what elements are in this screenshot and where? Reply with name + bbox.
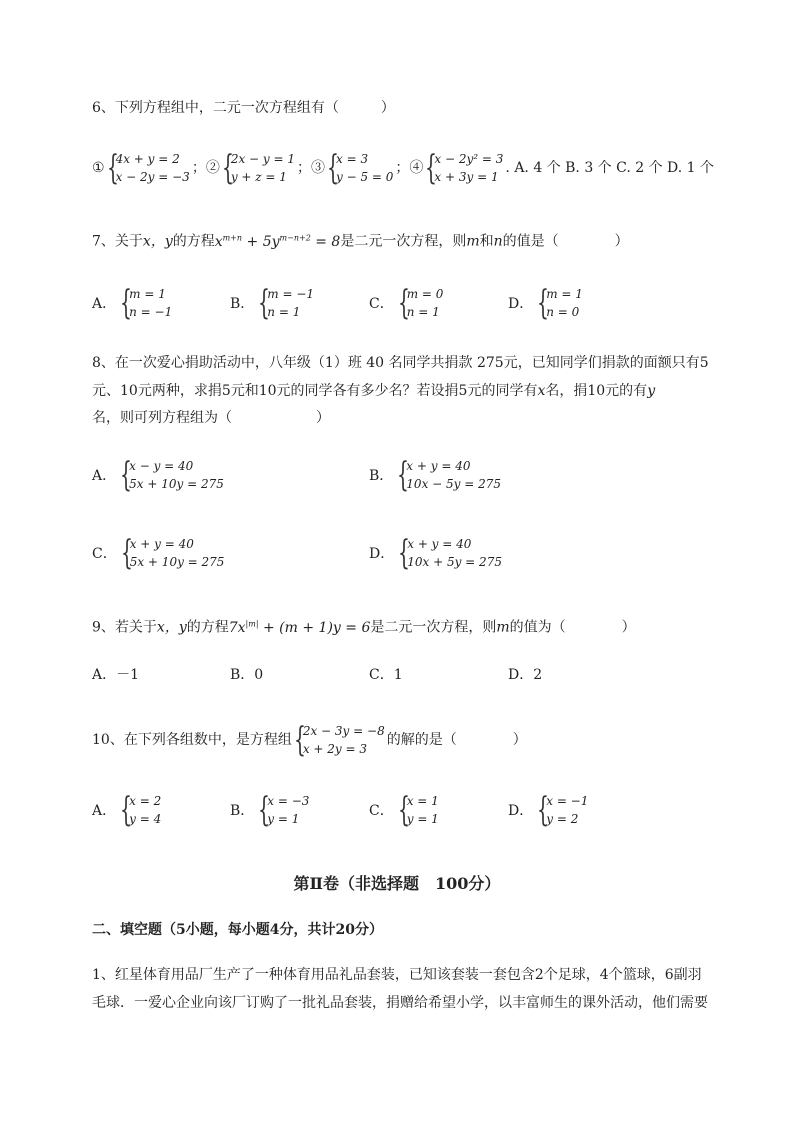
- q9-option-d: D．2: [508, 667, 543, 683]
- q6-stem: 6、下列方程组中，二元一次方程组有（ ）: [92, 100, 395, 116]
- q7-option-d: D． { m = 1 n = 0: [508, 283, 583, 323]
- q10-option-d: D． { x = −1 y = 2: [508, 790, 589, 830]
- q9-option-c: C．1: [369, 667, 403, 683]
- q6-mark-3: ③: [311, 160, 325, 176]
- q6-mark-4: ④: [409, 160, 424, 176]
- fill-q1-line-1: 1、红星体育用品厂生产了一种体育用品礼品套装，已知该套装一套包含2个足球，4个篮球，6副羽: [92, 967, 702, 983]
- q10-option-c: C． { x = 1 y = 1: [369, 790, 439, 830]
- q6-mark-2: ②: [205, 160, 220, 176]
- q10-stem: 10、在下列各组数中，是方程组 { 2x − 3y = −8 x + 2y = 3 的解的是（ ）: [92, 720, 527, 760]
- q8-line-2: 元、10元两种，求捐5元和10元的同学各有多少名？若设捐5元的同学有x名，捐10元的有y: [92, 383, 656, 399]
- q6-system-2: { 2x − y = 1 y + z = 1: [221, 148, 295, 188]
- q6-system-3: { x = 3 y − 5 = 0: [327, 148, 394, 188]
- q10-option-a: A． { x = 2 y = 4: [92, 790, 162, 830]
- q8-line-1: 8、在一次爱心捐助活动中，八年级（1）班 40 名同学共捐款 275元，已知同学们捐款的面额只有5: [92, 355, 709, 371]
- q8-option-c: C． { x + y = 40 5x + 10y = 275: [92, 533, 225, 573]
- q6-system-1: { 4x + y = 2 x − 2y = −3: [106, 148, 190, 188]
- q6-answer-choices: . A. 4 个 B. 3 个 C. 2 个 D. 1 个: [505, 160, 715, 176]
- q7-option-a: A． { m = 1 n = −1: [92, 283, 173, 323]
- q6-mark-1: ①: [92, 160, 105, 176]
- q7-option-c: C． { m = 0 n = 1: [369, 283, 444, 323]
- q8-option-b: B． { x + y = 40 10x − 5y = 275: [369, 455, 502, 495]
- q7-equation: $x^{m+n} + 5y^{m-n+2} = 8$: [214, 233, 341, 250]
- section-2-heading: 二、填空题（5小题，每小题4分，共计20分）: [92, 922, 383, 938]
- q6-system-4: { x − 2y² = 3 x + 3y = 1: [425, 148, 504, 188]
- q7-stem: 7、关于x，y的方程$x^{m+n} + 5y^{m-n+2} = 8$是二元一次方程，则m和n的值是（ ）: [92, 233, 629, 250]
- q6-options-line: ① { 4x + y = 2 x − 2y = −3 ；② { 2x − y = 1 y + z = 1 ；③ { x = 3 y − 5 = 0 ；④ { x − 2y² = 3 x + 3y = 1 . A. 4 个 B. 3 个 C. 2 个 D. 1 个: [92, 148, 715, 188]
- q8-option-d: D． { x + y = 40 10x + 5y = 275: [369, 533, 502, 573]
- part-ii-title: 第Ⅱ卷（非选择题 100分）: [293, 874, 501, 893]
- q9-stem: 9、若关于x，y的方程$7x^{|m|} + (m + 1)y = 6$是二元一次方程，则m的值为（ ）: [92, 619, 636, 636]
- q7-option-b: B． { m = −1 n = 1: [230, 283, 315, 323]
- q10-system: { 2x − 3y = −8 x + 2y = 3: [293, 720, 385, 760]
- q8-line-3: 名，则可列方程组为（ ）: [92, 410, 330, 426]
- fill-q1-line-2: 毛球．一爱心企业向该厂订购了一批礼品套装，捐赠给希望小学，以丰富师生的课外活动，他们需要: [92, 995, 708, 1011]
- q9-equation: $7x^{|m|} + (m + 1)y = 6$: [228, 619, 371, 636]
- q9-option-a: A．－1: [92, 667, 140, 683]
- q8-option-a: A． { x − y = 40 5x + 10y = 275: [92, 455, 224, 495]
- q9-option-b: B．0: [230, 667, 264, 683]
- q10-option-b: B． { x = −3 y = 1: [230, 790, 310, 830]
